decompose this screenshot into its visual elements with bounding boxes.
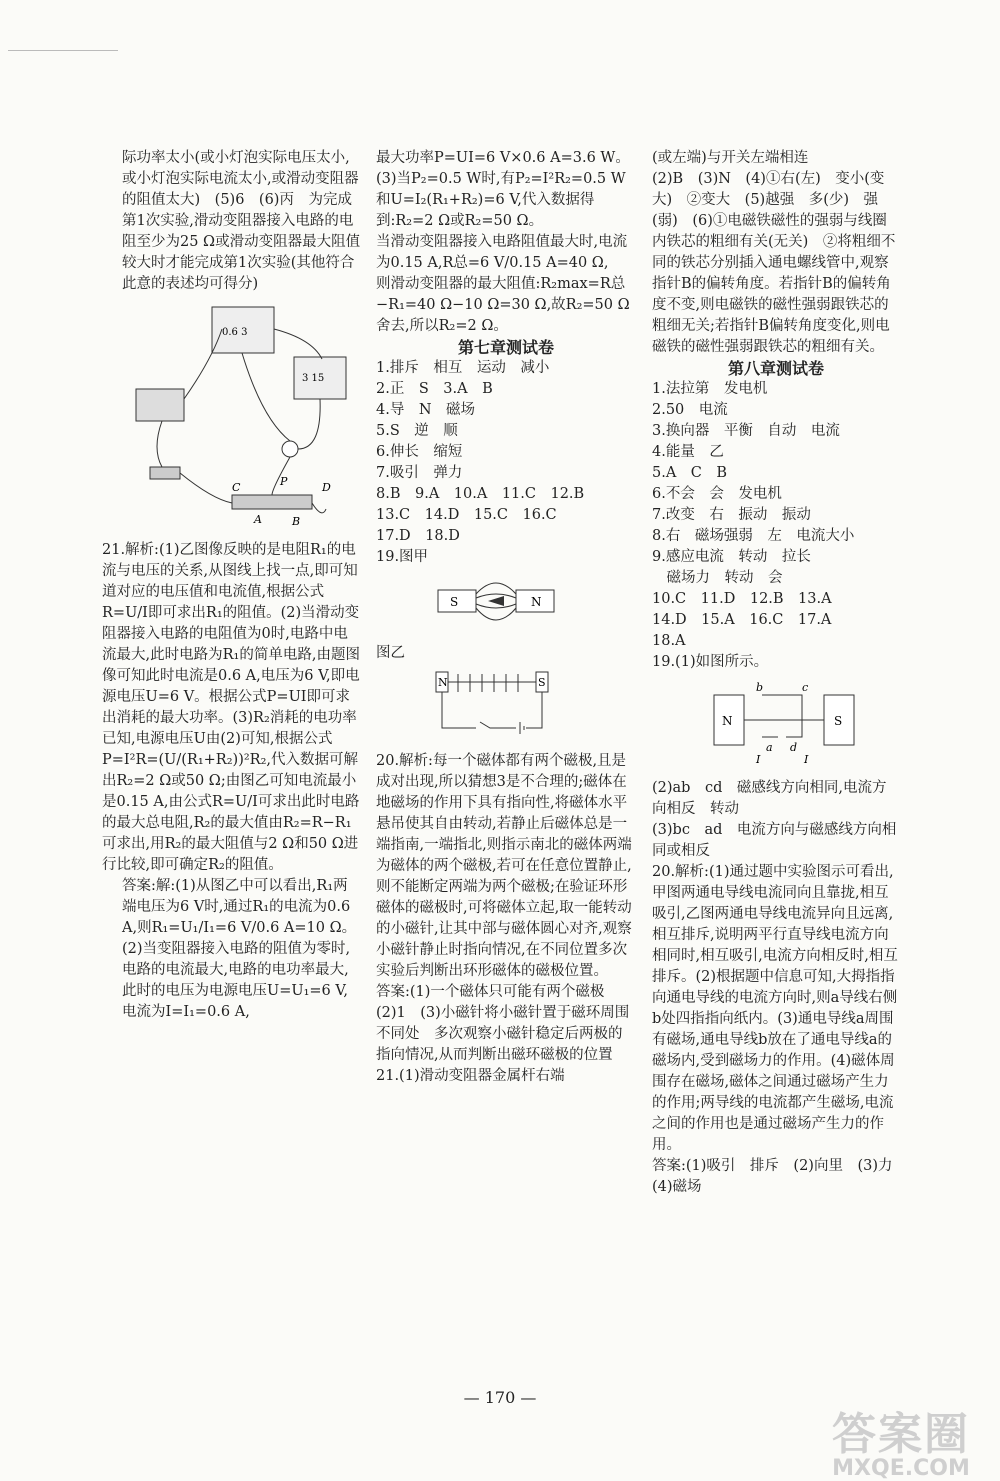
chapter7-title: 第七章测试卷 [457,338,554,357]
column-2 [376,148,636,1087]
answer-line: 2.50 电流 [652,402,728,418]
q19-part2: (2)ab cd 磁感线方向相同,电流方向相反 转动 [652,780,887,817]
answer-line: 7.吸引 弹力 [376,465,463,481]
answer-line: 17.D 18.D [376,528,460,544]
answer-line: 14.D 15.A 16.C 17.A [652,612,832,628]
q20-answer: 答案:(1)一个磁体只可能有两个磁极 (2)1 (3)小磁针将小磁针置于磁环周围不同处 多次观察小磁针稳定后两极的指向情况,从而判断出磁环磁极的位置 [376,984,630,1063]
label-S: S [450,595,459,609]
answer-line: 18.A [652,633,686,649]
answer-line: 8.B 9.A 10.A 11.C 12.B [376,486,585,502]
answer-line: 6.伸长 缩短 [376,444,463,460]
label-a: a [766,741,773,754]
answer-line: 4.能量 乙 [652,444,724,460]
circuit-figure [122,299,357,529]
col1-text: 际功率太小(或小灯泡实际电压太小,或小灯泡实际电流太小,或滑动变阻器的阻值太大) (5)6 (6)丙 为完成第1次实验,滑动变阻器接入电路的电阻至少为25 Ω或滑动变阻器最大阻值较大时才能完成第1次实验(其他符合此意的表述均可得分) [122,150,361,292]
label-I: I [804,753,809,766]
answer-line: 3.换向器 平衡 自动 电流 [652,423,840,439]
answer-line: 6.不会 会 发电机 [652,486,782,502]
fig-yi-label: 图乙 [376,645,405,661]
chapter8-answers [652,379,900,652]
col2-p1: 最大功率P=UI=6 V×0.6 A=3.6 W。 [376,150,630,166]
label-C: C [232,481,241,494]
magnet-field-figure [376,572,626,632]
col3-p1: (或左端)与开关左端相连 [652,150,809,166]
col2-p2: (3)当P₂=0.5 W时,有P₂=I²R₂=0.5 W和U=I₂(R₁+R₂)=6 V,代入数据得到:R₂=2 Ω或R₂=50 Ω。 [376,171,626,229]
answer-line: 10.C 11.D 12.B 13.A [652,591,832,607]
q21-analysis: 21.解析:(1)乙图像反映的是电阻R₁的电流与电压的关系,从图线上找一点,即可知道对应的电压值和电流值,根据公式R=U/I即可求出R₁的阻值。(2)当滑动变阻器接入电路的电阻值为0时,电路中电流最大,此时电路为R₁的简单电路,由题图像可知此时电流是0.6 A,电压为6 V,即电源电压U=6 V。根据公式P=UI即可求出消耗的最大功率。(3)R₂消耗的电功率已知,电源电压U由(2)可知,根据公式P=I²R=(U/(R₁+R₂))²R₂,代入数据可解出R₂=2 Ω或50 Ω;由图乙可知电流最小是0.15 A,由公式R=U/I可求出此时电路的最大总电阻,R₂的最大值由R₂=R−R₁可求出,用R₂的最大阻值与2 Ω和50 Ω进行比较,即可确定R₂的阻值。 [102,542,360,873]
watermark-logo: 答案圈 [832,1409,970,1460]
answer-line: 7.改变 右 振动 振动 [652,507,811,523]
answer-line: 磁场力 转动 会 [652,570,783,586]
label-B: B [292,515,301,528]
label-S: S [538,676,546,689]
label-N: N [722,714,733,728]
column-3 [652,148,908,1198]
answer-line: 8.右 磁场强弱 左 电流大小 [652,528,855,544]
watermark-url: MXQE.COM [832,1456,970,1481]
q20-analysis: 20.解析:(1)通过题中实验图示可看出,甲图两通电导线电流同向且靠拢,相互吸引,乙图两通电导线电流异向且远离,相互排斥,说明两平行直导线电流方向相同时,相互吸引,电流方向相反时,相互排斥。(2)根据题中信息可知,大拇指指向通电导线的电流方向时,则a导线右侧b处四指指向纸内。(3)通电导线a周围有磁场,通电导线b放在了通电导线a的磁场内,受到磁场力的作用。(4)磁体周围存在磁场,磁体之间通过磁场产生力的作用;两导线的电流都产生磁场,电流之间的作用也是通过磁场产生力的作用。 [652,864,898,1153]
q20-answer: 答案:(1)吸引 排斥 (2)向里 (3)力 (4)磁场 [652,1158,908,1195]
answer-line: 13.C 14.D 15.C 16.C [376,507,557,523]
col3-p2: (2)B (3)N (4)①右(左) 变小(变大) ②变大 (5)越强 多(少) 强(弱) (6)①电磁铁磁性的强弱与线圈内铁芯的粗细有关(无关) ②将粗细不同的铁芯分别插入通电螺线管中,观察指针B的偏转角度。若指针B的偏转角度不变,则电磁铁的磁性强弱跟铁芯的粗细无关;若指针B偏转角度变化,则电磁铁的磁性强弱跟铁芯的粗细有关。 [652,171,896,355]
voltmeter-scale: 3 15 [302,373,325,384]
battery-icon [136,389,184,421]
q19-part3: (3)bc ad 电流方向与磁感线方向相同或相反 [652,822,897,859]
answer-line: 9.感应电流 转动 拉长 [652,549,811,565]
switch-icon [150,467,180,479]
label-b: b [756,681,764,694]
bulb-icon [282,441,298,457]
label-d: d [790,741,798,754]
q21-start: 21.(1)滑动变阻器金属杆右端 [376,1068,565,1084]
answer-line: 4.导 N 磁场 [376,402,476,418]
label-S: S [834,714,843,728]
solenoid-figure [376,668,626,740]
label-A: A [254,513,262,526]
motor-figure [652,677,892,767]
column-1 [102,148,362,1023]
q21-answer-2: (2)当变阻器接入电路的阻值为零时,电路的电流最大,电路的电功率最大,此时的电压为电源电压U=U₁=6 V,电流为I=I₁=0.6 A, [122,941,351,1020]
watermark [832,1409,970,1481]
answer-line: 5.S 逆 顺 [376,423,458,439]
q21-answer: 答案:解:(1)从图乙中可以看出,R₁两端电压为6 V时,通过R₁的电流为0.6 A,则R₁=U₁/I₁=6 V/0.6 A=10 Ω。 [122,878,357,936]
label-c: c [802,681,809,694]
label-N: N [531,595,542,609]
q20-analysis: 20.解析:每一个磁体都有两个磁极,且是成对出现,所以猜想3是不合理的;磁体在地磁场的作用下具有指向性,将磁体水平悬吊使其自由转动,若静止后磁体总是一端指南,一端指北,则指示南北的磁体两端为磁体的两个磁极,若可在任意位置静止,则不能断定两端为两个磁极;在验证环形磁体的磁极时,可将磁体立起,取一能转动的小磁针,让其中部与磁体圆心对齐,观察小磁针静止时指向情况,在不同位置多次实验后判断出环形磁体的磁极位置。 [376,753,632,979]
rheostat-icon [232,495,312,509]
answer-line: 1.排斥 相互 运动 减小 [376,360,550,376]
answer-line: 1.法拉第 发电机 [652,381,768,397]
answer-line: 2.正 S 3.A B [376,381,493,397]
label-I: I [756,753,761,766]
top-rule [8,50,118,51]
label-D: D [322,481,331,494]
q19-label: 19.(1)如图所示。 [652,654,769,670]
chapter7-answers [376,358,636,547]
compass-needle-icon [488,596,504,606]
col2-p3: 当滑动变阻器接入电路阻值最大时,电流为0.15 A,R总=6 V/0.15 A=40 Ω, [376,234,628,271]
ammeter-scale: 0.6 3 [222,327,248,338]
page-number: — 170 — [463,1388,537,1407]
chapter8-title: 第八章测试卷 [727,359,824,378]
col2-p4: 则滑动变阻器的最大阻值:R₂max=R总−R₁=40 Ω−10 Ω=30 Ω,故R₂=50 Ω舍去,所以R₂=2 Ω。 [376,276,630,334]
q19-label: 19.图甲 [376,549,429,565]
label-P: P [280,475,288,488]
answer-line: 5.A C B [652,465,728,481]
label-N: N [438,676,448,689]
